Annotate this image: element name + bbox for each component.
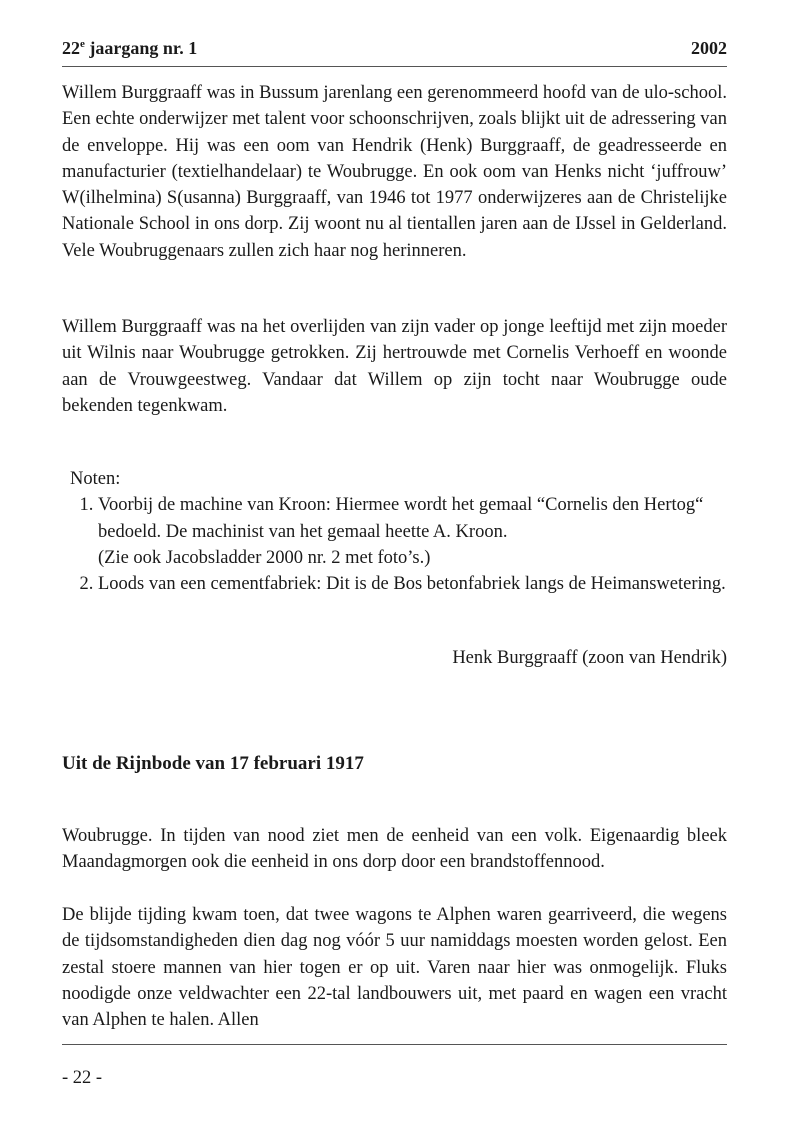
- section-paragraph-2: De blijde tijding kwam toen, dat twee wagons te Alphen waren gearriveerd, die wegens de tijdsomstandigheden dien dag nog vóór 5 uur namiddags moesten worden gelost. Een zestal stoere mannen van hier togen er op uit. Varen naar hier was onmogelijk. Fluks noodigde onze veldwachter een 22-tal landbouwers uit, met paard en wagen een vracht van Alphen te halen. Allen: [62, 905, 727, 1031]
- footer-divider: [62, 1044, 727, 1045]
- header-divider: [62, 66, 727, 67]
- article-paragraph-1: Willem Burggraaff was in Bussum jarenlang een gerenommeerd hoofd van de ulo-school. Een echte onderwijzer met talent voor schoonschrijven, zoals blijkt uit de adressering van de enveloppe. Hij was een oom van Hendrik (Henk) Burggraaff, de geadresseerde en manufacturier (textielhandelaar) te Woubrugge. En ook oom van Henks nicht ‘juffrouw’ W(ilhelmina) S(usanna) Burggraaff, van 1946 tot 1977 onderwijzeres aan de Christelijke Nationale School in ons dorp. Zij woont nu al tientallen jaren aan de IJssel in Gelderland. Vele Woubruggenaars zullen zich haar nog herinneren.: [62, 83, 727, 261]
- notes-list: [70, 492, 727, 597]
- notes-title: Noten:: [70, 469, 121, 489]
- author-signature: Henk Burggraaff (zoon van Hendrik): [452, 648, 727, 668]
- year-label: 2002: [691, 38, 727, 58]
- page-header: [62, 38, 727, 59]
- article-paragraph-2: Willem Burggraaff was na het overlijden van zijn vader op jonge leeftijd met zijn moeder uit Wilnis naar Woubrugge getrokken. Zij hertrouwde met Cornelis Verhoeff en woonde aan de Vrouwgeestweg. Vandaar dat Willem op zijn tocht naar Woubrugge oude bekenden tegenkwam.: [62, 317, 727, 416]
- note-1-text: Voorbij de machine van Kroon: Hiermee wordt het gemaal “Cornelis den Hertog“ bedoeld. De machinist van het gemaal heette A. Kroon.: [98, 495, 704, 542]
- note-1-reference: (Zie ook Jacobsladder 2000 nr. 2 met foto’s.): [98, 547, 431, 568]
- note-item-2: [98, 571, 727, 597]
- page-number: - 22 -: [62, 1068, 103, 1088]
- note-item-1: [98, 492, 727, 571]
- volume-label: 22e jaargang nr. 1: [62, 38, 198, 58]
- notes-section: [70, 466, 727, 597]
- section-heading: Uit de Rijnbode van 17 februari 1917: [62, 753, 364, 774]
- document-page: [62, 0, 727, 1145]
- section-paragraph-1: Woubrugge. In tijden van nood ziet men de eenheid van een volk. Eigenaardig bleek Maandagmorgen ook die eenheid in ons dorp door een brandstoffennood.: [62, 826, 727, 873]
- note-2-text: Loods van een cementfabriek: Dit is de Bos betonfabriek langs de Heimanswetering.: [98, 574, 726, 595]
